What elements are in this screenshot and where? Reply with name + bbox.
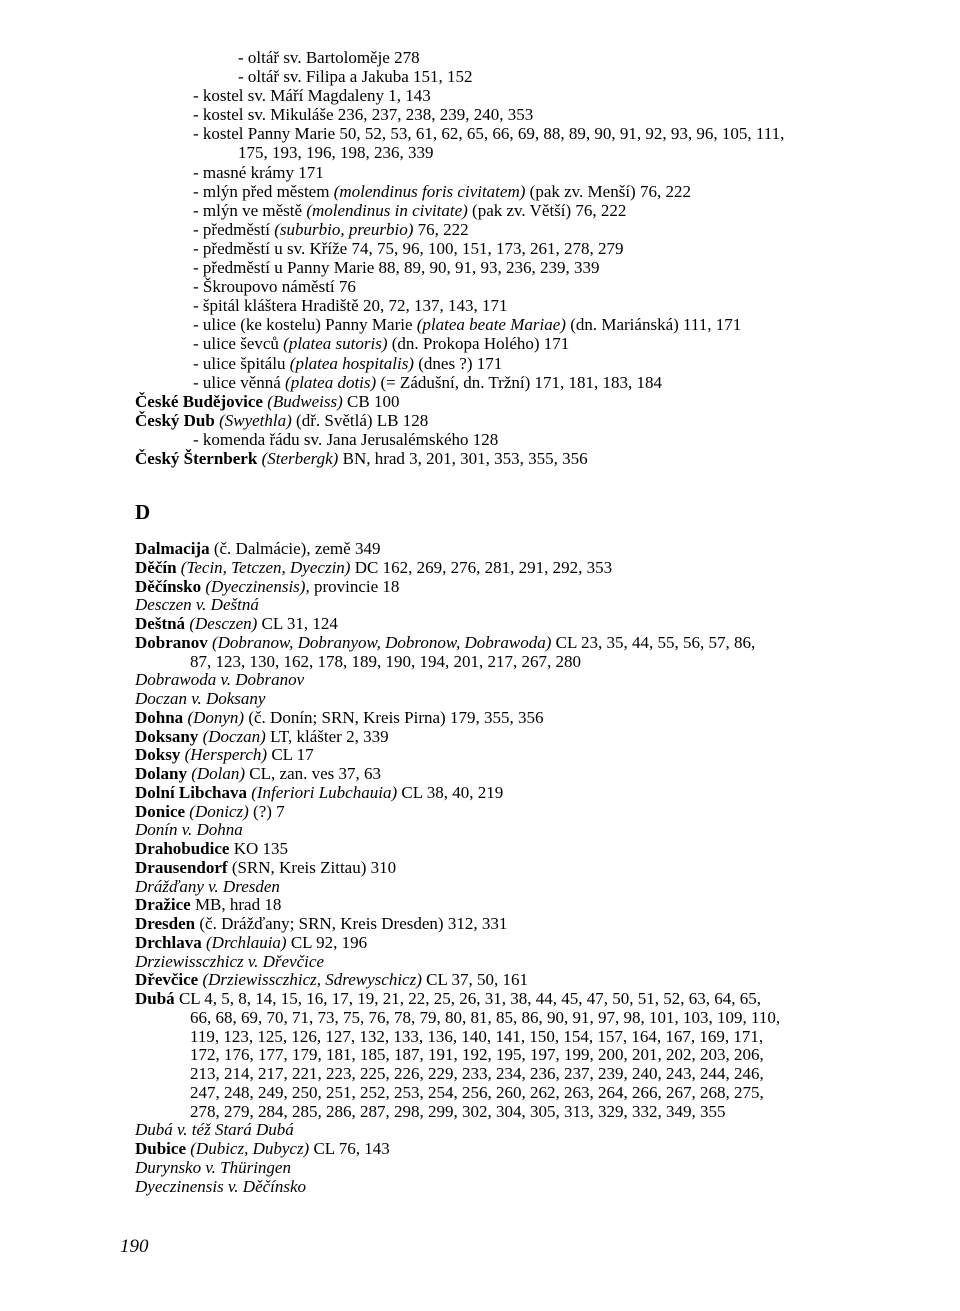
- entry-italic: (Inferiori Lubchauia): [251, 782, 398, 802]
- entry-text: , provincie 18: [305, 576, 400, 596]
- entry-headword: Dřevčice: [135, 970, 199, 990]
- index-line: [135, 201, 835, 220]
- entry-text: - kostel sv. Máří Magdaleny 1, 143: [193, 86, 431, 106]
- index-line: [135, 315, 835, 334]
- entry-italic: Doczan v. Doksany: [135, 689, 266, 708]
- entry-text: CL 23, 35, 44, 55, 56, 57, 86,: [551, 632, 756, 652]
- index-line: [135, 784, 835, 803]
- entry-headword: Drahobudice: [135, 839, 230, 858]
- index-line: [135, 634, 835, 653]
- entry-text: - předměstí u sv. Kříže 74, 75, 96, 100, 151, 173, 261, 278, 279: [193, 238, 624, 258]
- entry-italic: (platea sutoris): [283, 334, 388, 354]
- entry-italic: (molendinus in civitate): [306, 200, 468, 220]
- index-line: [135, 86, 835, 105]
- entry-text: - předměstí u Panny Marie 88, 89, 90, 91, 93, 236, 239, 339: [193, 258, 600, 278]
- index-line: [135, 449, 835, 468]
- index-line: [135, 296, 835, 315]
- index-line: [135, 1178, 835, 1197]
- entry-italic: (platea hospitalis): [289, 353, 414, 373]
- index-line: [135, 840, 835, 859]
- index-line: [135, 220, 835, 239]
- entry-italic: (Dubicz, Dubycz): [190, 1139, 310, 1158]
- index-line: [135, 596, 835, 615]
- entry-text: 66, 68, 69, 70, 71, 73, 75, 76, 78, 79, 80, 81, 85, 86, 90, 91, 97, 98, 101, 103, 109, 110,: [190, 1007, 781, 1027]
- section-letter: D: [135, 500, 151, 524]
- entry-headword: Doksany: [135, 726, 199, 746]
- entry-text: (dn. Mariánská) 111, 171: [565, 315, 742, 335]
- entry-headword: České Budějovice: [135, 391, 263, 411]
- entry-italic: (suburbio, preurbio): [274, 219, 414, 239]
- index-line: [135, 411, 835, 430]
- entry-italic: Dobrawoda v. Dobranov: [135, 670, 305, 690]
- index-line: [135, 1159, 835, 1178]
- entry-text: CL 37, 50, 161: [421, 970, 528, 990]
- entry-text: (?) 7: [248, 801, 285, 821]
- entry-text: (č. Drážďany; SRN, Kreis Dresden) 312, 331: [195, 914, 508, 933]
- index-line: [135, 690, 835, 709]
- entry-text: (dř. Světlá) LB 128: [291, 410, 429, 430]
- index-line: [135, 615, 835, 634]
- entry-headword: Český Šternberk: [135, 448, 258, 468]
- entry-italic: (Budweiss): [267, 391, 343, 411]
- index-line: [135, 915, 835, 934]
- entry-text: 278, 279, 284, 285, 286, 287, 298, 299, 302, 304, 305, 313, 329, 332, 349, 355: [190, 1101, 726, 1121]
- entry-italic: (Doczan): [202, 726, 266, 746]
- entry-headword: Dolní Libchava: [135, 782, 247, 802]
- index-line: [135, 1009, 835, 1028]
- index-line: [135, 1028, 835, 1047]
- index-line: [135, 990, 835, 1009]
- entry-headword: Doksy: [135, 745, 181, 765]
- entry-italic: Durynsko v. Thüringen: [135, 1157, 291, 1177]
- index-line: [135, 334, 835, 353]
- index-line: [135, 559, 835, 578]
- entry-text: CL 17: [267, 745, 314, 765]
- index-line: [135, 1046, 835, 1065]
- entry-text: - oltář sv. Bartoloměje 278: [238, 48, 420, 67]
- index-line: [135, 1103, 835, 1122]
- index-line: [135, 896, 835, 915]
- entry-text: CL 38, 40, 219: [397, 782, 504, 802]
- entry-headword: Dresden: [135, 914, 196, 933]
- entry-headword: Drchlava: [135, 932, 202, 952]
- entry-text: (č. Donín; SRN, Kreis Pirna) 179, 355, 356: [244, 707, 544, 727]
- index-line: [135, 859, 835, 878]
- entry-text: - oltář sv. Filipa a Jakuba 151, 152: [238, 67, 473, 87]
- index-line: [135, 163, 835, 182]
- entry-text: (dnes ?) 171: [413, 353, 503, 373]
- index-line: [135, 653, 835, 672]
- entry-italic: (Dolan): [191, 764, 246, 783]
- index-line: [135, 878, 835, 897]
- entry-headword: Deštná: [135, 614, 186, 633]
- index-line: [135, 277, 835, 296]
- entry-text: DC 162, 269, 276, 281, 291, 292, 353: [350, 557, 613, 577]
- entry-text: (pak zv. Menší) 76, 222: [525, 181, 691, 201]
- entry-text: (= Zádušní, dn. Tržní) 171, 181, 183, 184: [376, 372, 663, 392]
- entry-italic: Drziewissczhicz v. Dřevčice: [135, 951, 324, 971]
- entry-italic: (Drziewissczhicz, Sdrewyschicz): [202, 970, 422, 990]
- index-line: [135, 803, 835, 822]
- index-line: [135, 1121, 835, 1140]
- entry-text: 119, 123, 125, 126, 127, 132, 133, 136, 140, 141, 150, 154, 157, 164, 167, 169, 171,: [190, 1026, 764, 1046]
- entry-text: 175, 193, 196, 198, 236, 339: [238, 143, 434, 163]
- entry-italic: (Drchlauia): [206, 932, 287, 952]
- index-line: [135, 671, 835, 690]
- entry-italic: (Desczen): [189, 614, 258, 633]
- entry-text: CL, zan. ves 37, 63: [245, 764, 382, 783]
- index-line: [135, 934, 835, 953]
- entry-text: 247, 248, 249, 250, 251, 252, 253, 254, 256, 260, 262, 263, 264, 266, 267, 268, 275,: [190, 1082, 764, 1102]
- entry-italic: Dyeczinensis v. Děčínsko: [135, 1176, 307, 1196]
- index-line: [135, 354, 835, 373]
- entry-text: CL 31, 124: [257, 614, 338, 633]
- entry-text: - kostel Panny Marie 50, 52, 53, 61, 62, 65, 66, 69, 88, 89, 90, 91, 92, 93, 96, 105, 111,: [193, 124, 785, 144]
- entry-italic: Dubá v. též Stará Dubá: [135, 1120, 294, 1140]
- index-entries-top: [135, 48, 835, 468]
- entry-headword: Drausendorf: [135, 857, 228, 877]
- entry-text: 87, 123, 130, 162, 178, 189, 190, 194, 201, 217, 267, 280: [190, 651, 581, 671]
- index-line: [135, 765, 835, 784]
- entry-italic: (Dobranow, Dobranyow, Dobronow, Dobrawoda): [211, 632, 552, 652]
- entry-headword: Dubá: [135, 989, 175, 1008]
- index-line: [135, 430, 835, 449]
- entry-text: - ulice (ke kostelu) Panny Marie: [193, 315, 417, 335]
- entry-italic: (platea dotis): [285, 372, 377, 392]
- page-number: 190: [120, 1236, 149, 1257]
- entry-text: - mlýn ve městě: [193, 200, 307, 220]
- index-line: [135, 67, 835, 86]
- entry-italic: (Dyeczinensis): [205, 576, 306, 596]
- entry-headword: Dobranov: [135, 632, 208, 652]
- index-line: [135, 821, 835, 840]
- entry-headword: Dalmacija: [135, 539, 210, 558]
- entry-text: - Škroupovo náměstí 76: [193, 277, 356, 297]
- entry-text: - ulice věnná: [193, 372, 286, 392]
- entry-italic: (molendinus foris civitatem): [333, 181, 526, 201]
- entry-headword: Český Dub: [135, 410, 215, 430]
- index-line: [135, 1140, 835, 1159]
- entry-text: CL 92, 196: [286, 932, 368, 952]
- index-line: [135, 728, 835, 747]
- index-line: [135, 373, 835, 392]
- entry-headword: Dolany: [135, 764, 187, 783]
- entry-headword: Dohna: [135, 707, 184, 727]
- entry-text: - kostel sv. Mikuláše 236, 237, 238, 239, 240, 353: [193, 105, 534, 125]
- entry-text: LT, klášter 2, 339: [265, 726, 389, 746]
- entry-text: 213, 214, 217, 221, 223, 225, 226, 229, 233, 234, 236, 237, 239, 240, 243, 244, 246,: [190, 1064, 764, 1083]
- index-line: [135, 540, 835, 559]
- entry-text: - předměstí: [193, 219, 275, 239]
- index-line: [135, 392, 835, 411]
- index-line: [135, 48, 835, 67]
- index-line: [135, 746, 835, 765]
- index-line: [135, 105, 835, 124]
- entry-italic: Donín v. Dohna: [135, 820, 243, 840]
- entry-text: (dn. Prokopa Holého) 171: [387, 334, 570, 354]
- entry-text: - špitál kláštera Hradiště 20, 72, 137, 143, 171: [193, 296, 508, 316]
- entry-headword: Děčín: [135, 557, 177, 577]
- entry-italic: (Donyn): [187, 707, 245, 727]
- index-line: [135, 971, 835, 990]
- entry-text: CL 4, 5, 8, 14, 15, 16, 17, 19, 21, 22, 25, 26, 31, 38, 44, 45, 47, 50, 51, 52, 63, 64, 65,: [174, 989, 762, 1008]
- entry-text: MB, hrad 18: [190, 895, 282, 915]
- index-line: [135, 1084, 835, 1103]
- entry-text: - ulice špitálu: [193, 353, 290, 373]
- index-line: [135, 709, 835, 728]
- entry-text: CL 76, 143: [309, 1139, 390, 1158]
- entry-text: - ulice ševců: [193, 334, 284, 354]
- entry-text: 76, 222: [413, 219, 469, 239]
- entry-italic: (Hersperch): [184, 745, 268, 765]
- entry-italic: (Sterbergk): [261, 448, 339, 468]
- entry-italic: (Tecin, Tetczen, Dyeczin): [180, 557, 351, 577]
- entry-text: BN, hrad 3, 201, 301, 353, 355, 356: [338, 448, 588, 468]
- entry-text: 172, 176, 177, 179, 181, 185, 187, 191, 192, 195, 197, 199, 200, 201, 202, 203, 206,: [190, 1045, 764, 1065]
- entry-headword: Děčínsko: [135, 576, 202, 596]
- index-line: [135, 258, 835, 277]
- entry-text: - mlýn před městem: [193, 181, 334, 201]
- entry-text: (č. Dalmácie), země 349: [209, 539, 381, 558]
- index-line: [135, 124, 835, 143]
- entry-italic: Desczen v. Deštná: [135, 595, 259, 615]
- index-line: [135, 239, 835, 258]
- entry-text: - masné krámy 171: [193, 162, 324, 182]
- entry-italic: (Donicz): [189, 801, 249, 821]
- index-entries-d: [135, 540, 835, 1196]
- index-line: [135, 182, 835, 201]
- entry-text: (pak zv. Větší) 76, 222: [467, 200, 627, 220]
- index-line: [135, 1065, 835, 1084]
- entry-text: (SRN, Kreis Zittau) 310: [227, 857, 397, 877]
- entry-italic: Drážďany v. Dresden: [135, 876, 280, 896]
- index-line: [135, 953, 835, 972]
- entry-text: - komenda řádu sv. Jana Jerusalémského 128: [193, 429, 499, 449]
- index-line: [135, 143, 835, 162]
- entry-text: KO 135: [229, 839, 289, 858]
- entry-text: CB 100: [342, 391, 400, 411]
- index-line: [135, 578, 835, 597]
- entry-italic: (Swyethla): [219, 410, 292, 430]
- entry-headword: Dražice: [135, 895, 191, 915]
- entry-headword: Donice: [135, 801, 186, 821]
- entry-headword: Dubice: [135, 1139, 186, 1158]
- entry-italic: (platea beate Mariae): [416, 315, 566, 335]
